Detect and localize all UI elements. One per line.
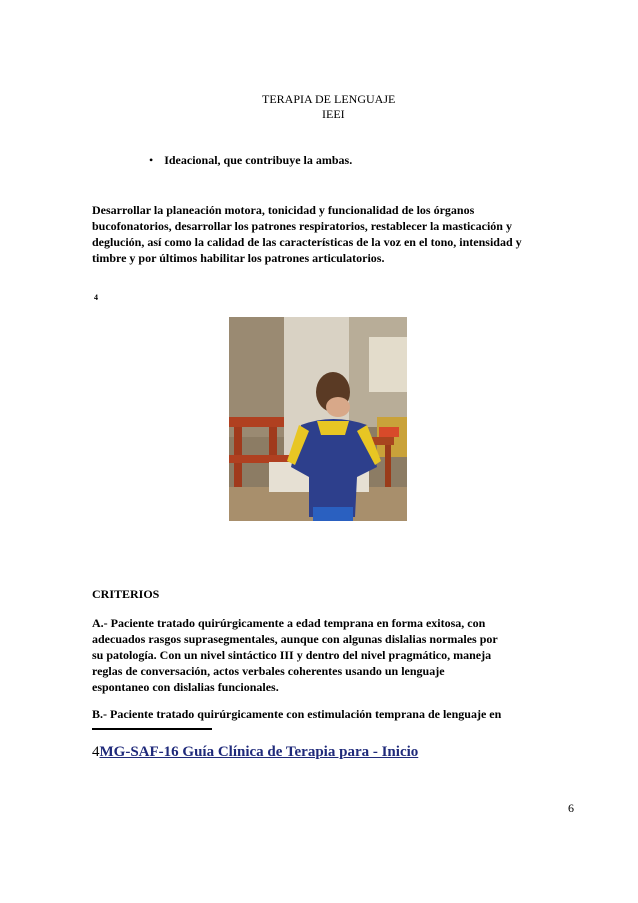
paragraph-line: timbre y por últimos habilitar los patrones articulatorios. [92,251,385,265]
paragraph-line: Desarrollar la planeación motora, tonicidad y funcionalidad de los órganos [92,203,475,217]
criterio-b-paragraph [92,706,501,722]
footnote [92,744,418,761]
paragraph-line: bucofonatorios, desarrollar los patrones respiratorios, restablecer la masticación y [92,219,512,233]
objective-paragraph [92,202,562,266]
bullet-text: Ideacional, que contribuye la ambas. [164,153,353,167]
footnote-number: 4 [92,744,100,760]
criterio-a-paragraph [92,615,498,695]
criterios-heading: CRITERIOS [92,587,160,601]
bullet-marker: • [149,153,154,167]
paragraph-line: B.- Paciente tratado quirúrgicamente con estimulación temprana de lenguaje en [92,707,502,721]
footnote-link[interactable]: MG-SAF-16 Guía Clínica de Terapia para - Inicio [99,744,419,760]
paragraph-line: adecuados rasgos suprasegmentales, aunque con algunas dislalias normales por [92,632,498,646]
bullet-item [149,153,352,168]
footnote-separator [92,728,212,730]
paragraph-line: reglas de conversación, actos verbales coherentes usando un lenguaje [92,664,445,678]
paragraph-line: su patología. Con un nivel sintáctico III y dentro del nivel pragmático, maneja [92,648,492,662]
footnote-reference-marker: 4 [94,293,98,302]
paragraph-line: A.- Paciente tratado quirúrgicamente a edad temprana en forma exitosa, con [92,616,486,630]
child-therapy-photo [229,317,407,521]
header-subtitle: IEEI [322,107,345,121]
header-title: TERAPIA DE LENGUAJE [262,92,396,106]
paragraph-line: espontaneo con dislalias funcionales. [92,680,279,694]
paragraph-line: deglución, así como la calidad de las características de la voz en el tono, intensidad y [92,235,522,249]
page-number: 6 [568,801,574,815]
